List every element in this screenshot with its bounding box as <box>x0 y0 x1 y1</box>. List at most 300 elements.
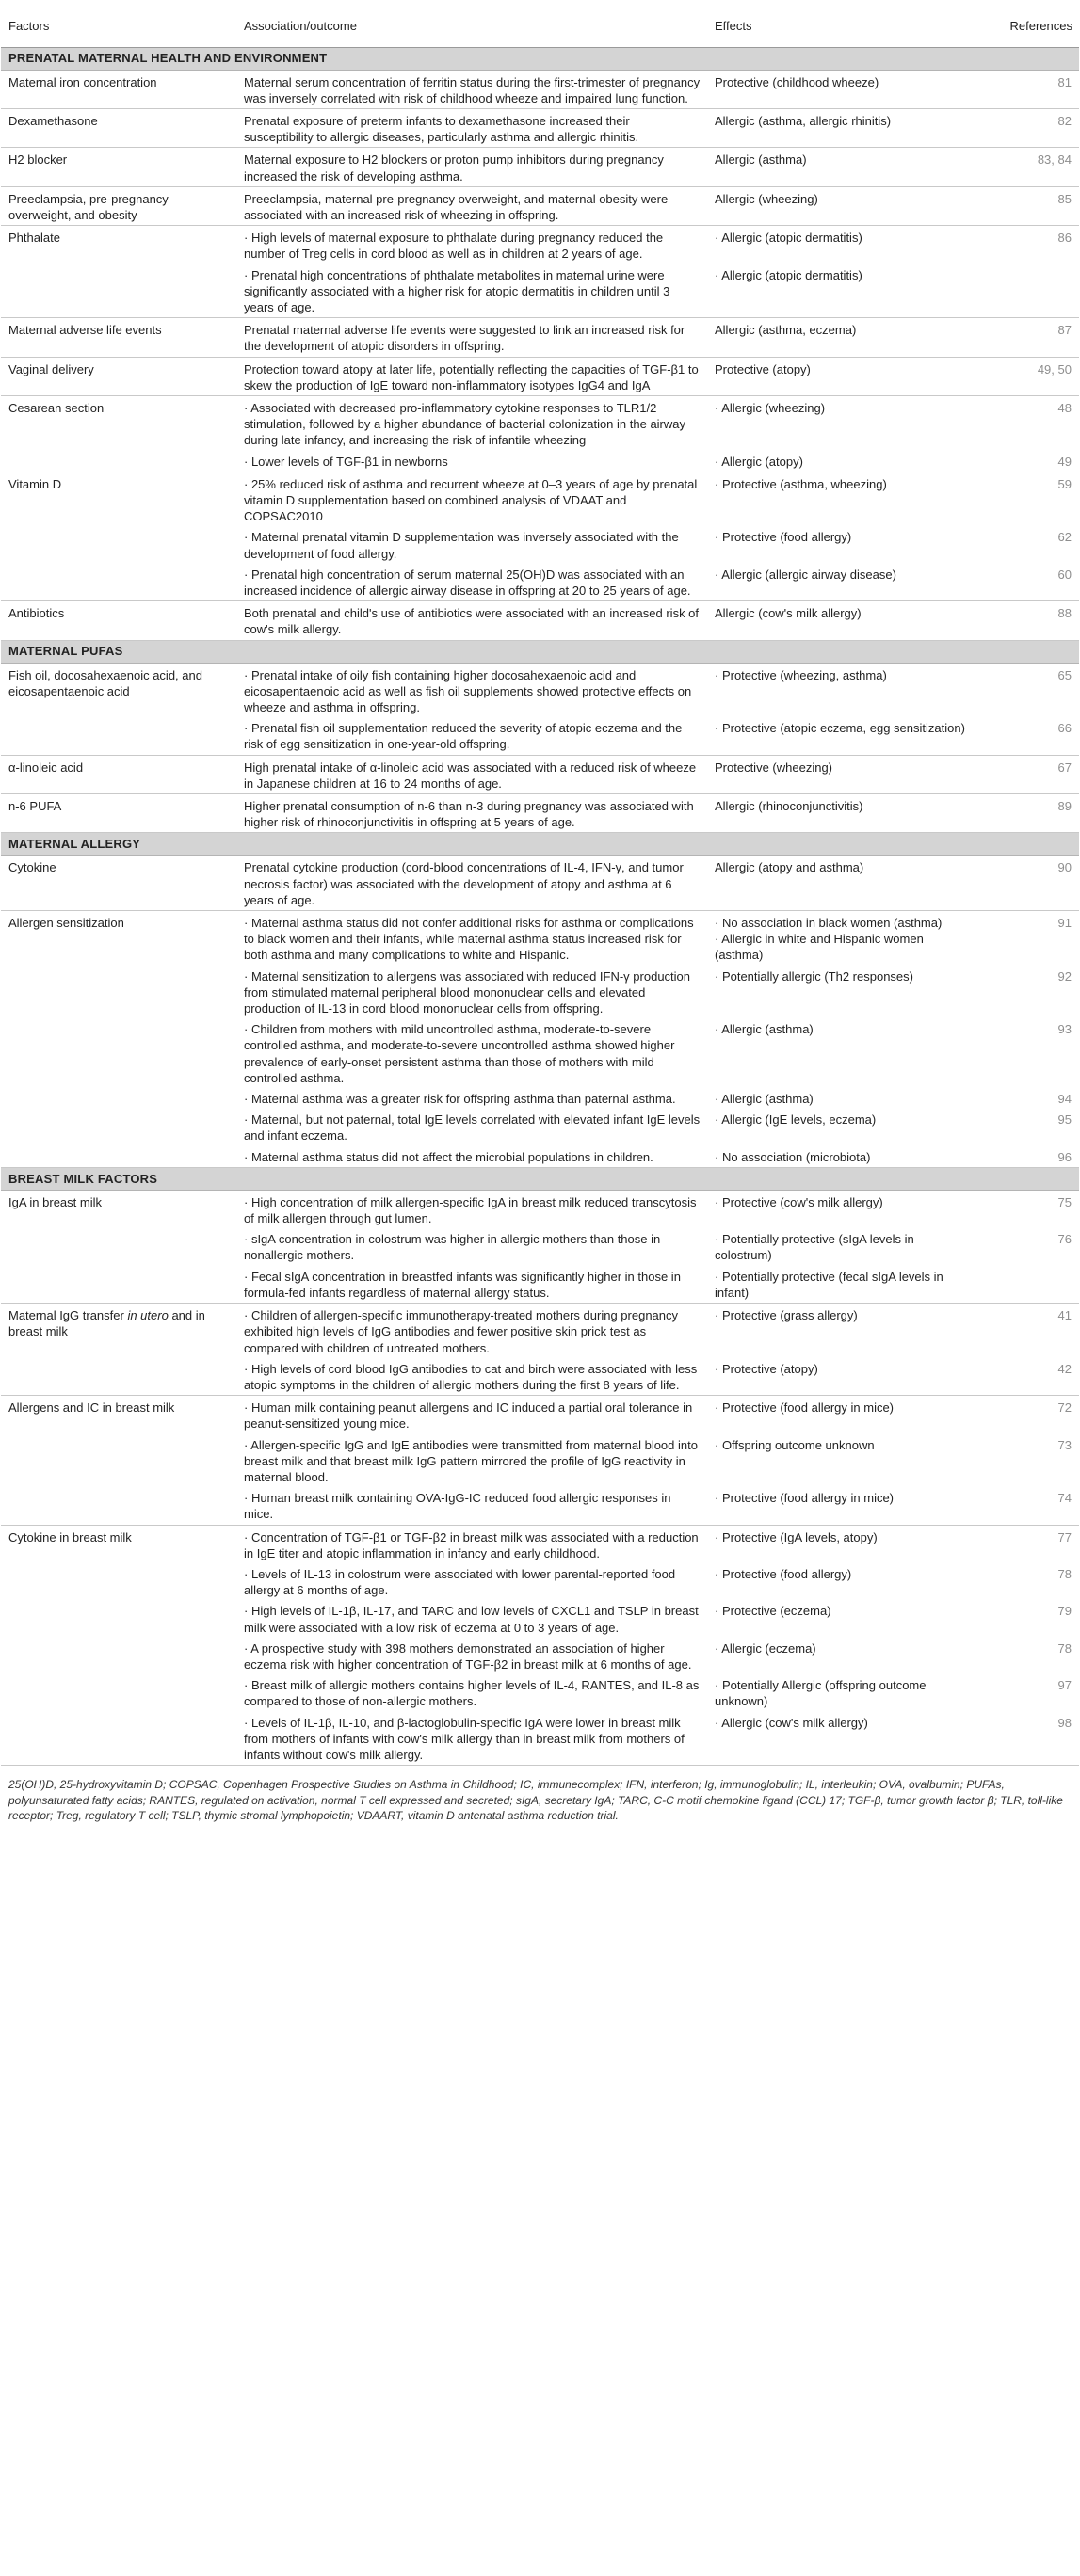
factor-cell: Allergens and IC in breast milk <box>1 1396 236 1525</box>
association-item: Prenatal cytokine production (cord-blood concentrations of IL-4, IFN-γ, and tumor necrosis factor) was associated with the development of atopy and asthma at 6 years of age. <box>244 860 684 907</box>
effect-line: · Protective (IgA levels, atopy) <box>715 1529 878 1544</box>
reference-number: 94 <box>1057 1092 1072 1107</box>
effect-line: · Protective (eczema) <box>715 1604 831 1619</box>
effect-line: · No association in black women (asthma) <box>715 916 943 931</box>
references-cell <box>973 357 1079 395</box>
factor-cell: Cytokine <box>1 856 236 911</box>
reference-number: 41 <box>1057 1308 1072 1323</box>
association-item: · Prenatal high concentrations of phthalate metabolites in maternal urine were significantly associated with a higher risk for atopic dermatitis in children until 3 years of age. <box>244 267 670 314</box>
reference-item <box>980 1361 1072 1393</box>
association-cell <box>236 1525 707 1766</box>
effect-line: · Allergic (atopic dermatitis) <box>715 267 862 282</box>
references-cell <box>973 395 1079 472</box>
association-cell <box>236 1190 707 1303</box>
effects-cell <box>707 357 973 395</box>
reference-number: 83 <box>1037 152 1052 168</box>
references-cell <box>973 226 1079 318</box>
reference-number: 98 <box>1057 1715 1072 1730</box>
reference-number: 49 <box>1057 454 1072 469</box>
table-row <box>1 755 1079 793</box>
effect-line: · Allergic (atopy) <box>715 454 803 469</box>
reference-item <box>980 567 1072 599</box>
effects-cell <box>707 318 973 357</box>
effect-item <box>715 605 966 637</box>
association-item: · Concentration of TGF-β1 or TGF-β2 in breast milk was associated with a reduction in IgE titer and atopic inflammation in infancy and early childhood. <box>244 1529 699 1560</box>
association-item: Protection toward atopy at later life, potentially reflecting the capacities of TGF-β1 to skew the production of IgE toward non-inflammatory isotypes IgG4 and IgA <box>244 361 699 392</box>
association-item: High prenatal intake of α-linoleic acid was associated with a reduced risk of wheeze in Japanese children at 16 to 24 months of age. <box>244 760 697 791</box>
reference-item <box>980 1307 1072 1356</box>
effect-item <box>715 1269 966 1301</box>
reference-number: 67 <box>1057 760 1072 775</box>
factor-cell: Vaginal delivery <box>1 357 236 395</box>
references-cell <box>973 1304 1079 1396</box>
effect-item <box>715 1231 966 1263</box>
association-item: · sIgA concentration in colostrum was higher in allergic mothers than those in nonallergic mothers. <box>244 1232 661 1263</box>
section-title: MATERNAL ALLERGY <box>1 833 1079 856</box>
references-cell <box>973 1396 1079 1525</box>
effect-line: · Protective (cow's milk allergy) <box>715 1194 883 1209</box>
reference-item <box>980 1640 1072 1672</box>
reference-number: 85 <box>1057 191 1072 206</box>
association-item: Higher prenatal consumption of n-6 than n-3 during pregnancy was associated with higher risk of rhinoconjunctivitis in offspring at 5 years of age. <box>244 799 694 830</box>
association-item: · Children from mothers with mild uncontrolled asthma, moderate-to-severe controlled asthma, and moderate-to-severe uncontrolled asthma showed higher prevalence of early-onset persistent asthma than those of mothers with mild controlled asthma. <box>244 1022 675 1085</box>
association-item: · Lower levels of TGF-β1 in newborns <box>244 454 448 469</box>
reference-number: 92 <box>1057 968 1072 984</box>
association-item: · Levels of IL-1β, IL-10, and β-lactoglobulin-specific IgA were lower in breast milk from mothers of infants with cow's milk allergy than in breast milk from mothers of infants without cow's milk allergy. <box>244 1715 685 1762</box>
reference-item <box>980 1269 1072 1301</box>
reference-number: 73 <box>1057 1437 1072 1452</box>
factor-cell: Maternal iron concentration <box>1 70 236 108</box>
effect-line: · Allergic in white and Hispanic women (asthma) <box>715 932 924 963</box>
effect-item <box>715 968 966 1017</box>
section-title: PRENATAL MATERNAL HEALTH AND ENVIRONMENT <box>1 47 1079 70</box>
association-cell <box>236 472 707 600</box>
section-header-row <box>1 640 1079 663</box>
effects-cell <box>707 1396 973 1525</box>
factor-cell: Preeclampsia, pre-pregnancy overweight, and obesity <box>1 186 236 225</box>
references-cell <box>973 755 1079 793</box>
effect-line: · Protective (food allergy in mice) <box>715 1491 895 1506</box>
references-cell <box>973 318 1079 357</box>
association-item: · Children of allergen-specific immunotherapy-treated mothers during pregnancy exhibited high levels of IgG antibodies and fewer positive skin prick test as compared with children of untreated mothers. <box>244 1308 679 1355</box>
factor-cell: Maternal IgG transfer in utero and in breast milk <box>1 1304 236 1396</box>
effects-cell <box>707 226 973 318</box>
reference-item <box>980 1677 1072 1709</box>
reference-item <box>980 191 1072 223</box>
effect-line: · Allergic (asthma) <box>715 1092 814 1107</box>
effect-line: · Potentially protective (sIgA levels in colostrum) <box>715 1232 914 1263</box>
factor-cell: Phthalate <box>1 226 236 318</box>
reference-item <box>980 720 1072 752</box>
effect-item <box>715 361 966 393</box>
effects-cell <box>707 70 973 108</box>
effect-item <box>715 1149 966 1165</box>
effect-item <box>715 1437 966 1486</box>
table-row <box>1 794 1079 833</box>
reference-number: 62 <box>1057 530 1072 545</box>
reference-item <box>980 74 1072 106</box>
factor-cell: Fish oil, docosahexaenoic acid, and eicosapentaenoic acid <box>1 663 236 755</box>
association-item: · Breast milk of allergic mothers contains higher levels of IL-4, RANTES, and IL-8 as compared to those of non-allergic mothers. <box>244 1678 700 1709</box>
association-item: · Prenatal intake of oily fish containing higher docosahexaenoic acid and eicosapentaenoic acid as well as fish oil supplements showed protective effects on wheeze and asthma in offspring. <box>244 667 692 714</box>
effect-item <box>715 1112 966 1144</box>
association-item: Both prenatal and child's use of antibiotics were associated with an increased risk of cow's milk allergy. <box>244 606 700 637</box>
association-item: · Levels of IL-13 in colostrum were associated with lower parental-reported food allergy at 6 months of age. <box>244 1566 676 1598</box>
reference-item <box>980 230 1072 262</box>
reference-item <box>980 915 1072 964</box>
reference-separator: , <box>1051 152 1058 168</box>
reference-number: 93 <box>1057 1022 1072 1037</box>
association-item: · 25% reduced risk of asthma and recurrent wheeze at 0–3 years of age by prenatal vitamin D supplementation based on combined analysis of VDAAT and COPSAC2010 <box>244 476 698 524</box>
effects-cell <box>707 794 973 833</box>
effect-item <box>715 267 966 316</box>
reference-item <box>980 1437 1072 1486</box>
effect-item <box>715 400 966 449</box>
effect-line: Allergic (asthma, eczema) <box>715 323 857 338</box>
reference-item <box>980 760 1072 792</box>
effect-line: Allergic (asthma, allergic rhinitis) <box>715 113 892 128</box>
association-item: Maternal exposure to H2 blockers or proton pump inhibitors during pregnancy increased the risk of developing asthma. <box>244 152 664 184</box>
reference-number: 59 <box>1057 476 1072 491</box>
table-row <box>1 148 1079 186</box>
effects-cell <box>707 148 973 186</box>
factor-cell: Cesarean section <box>1 395 236 472</box>
effect-item <box>715 74 966 106</box>
association-cell <box>236 856 707 911</box>
association-cell <box>236 601 707 640</box>
reference-item <box>980 605 1072 637</box>
references-cell <box>973 472 1079 600</box>
reference-item <box>980 1231 1072 1263</box>
reference-item <box>980 798 1072 830</box>
reference-number: 50 <box>1057 361 1072 376</box>
effect-line: Allergic (wheezing) <box>715 191 818 206</box>
effects-cell <box>707 1190 973 1303</box>
reference-item <box>980 1603 1072 1635</box>
effects-cell <box>707 856 973 911</box>
header-effects: Effects <box>707 6 973 47</box>
effects-cell <box>707 186 973 225</box>
table-row <box>1 1396 1079 1525</box>
reference-number: 77 <box>1057 1529 1072 1544</box>
association-item: · Maternal, but not paternal, total IgE levels correlated with elevated infant IgE levels and infant eczema. <box>244 1112 701 1144</box>
reference-item <box>980 113 1072 145</box>
reference-item <box>980 1490 1072 1522</box>
association-item: · A prospective study with 398 mothers demonstrated an association of higher eczema risk with higher concentration of TGF-β2 in breast milk at 6 months of age. <box>244 1640 692 1672</box>
effect-item <box>715 760 966 792</box>
factor-cell: Vitamin D <box>1 472 236 600</box>
effect-line: · Protective (food allergy) <box>715 530 852 545</box>
effect-line: · No association (microbiota) <box>715 1149 871 1164</box>
reference-number: 48 <box>1057 400 1072 415</box>
reference-separator: , <box>1051 361 1058 376</box>
factor-cell: Maternal adverse life events <box>1 318 236 357</box>
association-item: · Prenatal high concentration of serum maternal 25(OH)D was associated with an increased incidence of allergic airway disease in offspring at 20 to 25 years of age. <box>244 567 691 598</box>
effect-item <box>715 1307 966 1356</box>
effects-cell <box>707 472 973 600</box>
table-row <box>1 1190 1079 1303</box>
table-row <box>1 108 1079 147</box>
references-cell <box>973 663 1079 755</box>
effect-item <box>715 230 966 262</box>
association-cell <box>236 911 707 1168</box>
effect-line: · Allergic (allergic airway disease) <box>715 567 896 582</box>
reference-number: 66 <box>1057 721 1072 736</box>
effect-line: Protective (atopy) <box>715 361 811 376</box>
effect-item <box>715 322 966 354</box>
effects-cell <box>707 663 973 755</box>
reference-item <box>980 1194 1072 1226</box>
table-row <box>1 357 1079 395</box>
factor-cell: n-6 PUFA <box>1 794 236 833</box>
section-title: BREAST MILK FACTORS <box>1 1167 1079 1190</box>
effects-cell <box>707 911 973 1168</box>
reference-item <box>980 1112 1072 1144</box>
reference-number: 91 <box>1057 916 1072 931</box>
table-row <box>1 472 1079 600</box>
effect-line: · Protective (food allergy) <box>715 1566 852 1581</box>
reference-number: 81 <box>1057 74 1072 89</box>
reference-number: 79 <box>1057 1604 1072 1619</box>
association-cell <box>236 108 707 147</box>
factor-cell: Allergen sensitization <box>1 911 236 1168</box>
effect-line: · Allergic (eczema) <box>715 1640 816 1656</box>
references-cell <box>973 794 1079 833</box>
effect-item <box>715 1490 966 1522</box>
header-association: Association/outcome <box>236 6 707 47</box>
effects-cell <box>707 1304 973 1396</box>
association-item: · Human breast milk containing OVA-IgG-IC reduced food allergic responses in mice. <box>244 1491 671 1522</box>
factor-cell: Cytokine in breast milk <box>1 1525 236 1766</box>
association-cell <box>236 226 707 318</box>
reference-item <box>980 152 1072 184</box>
effects-cell <box>707 108 973 147</box>
effect-line: · Allergic (IgE levels, eczema) <box>715 1112 877 1128</box>
references-cell <box>973 1190 1079 1303</box>
reference-item <box>980 1400 1072 1432</box>
table-row <box>1 856 1079 911</box>
association-item: · Maternal prenatal vitamin D supplementation was inversely associated with the development of food allergy. <box>244 530 679 561</box>
section-title: MATERNAL PUFAS <box>1 640 1079 663</box>
association-item: · High levels of cord blood IgG antibodies to cat and birch were associated with less atopic symptoms in the children of allergic mothers during the first 8 years of life. <box>244 1361 698 1392</box>
factor-cell: α-linoleic acid <box>1 755 236 793</box>
reference-item <box>980 1566 1072 1598</box>
reference-number: 65 <box>1057 667 1072 682</box>
association-cell <box>236 1304 707 1396</box>
table-row <box>1 1304 1079 1396</box>
effect-item <box>715 1091 966 1107</box>
association-item: Preeclampsia, maternal pre-pregnancy overweight, and maternal obesity were associated with an increased risk of wheezing in offspring. <box>244 191 669 222</box>
reference-number: 97 <box>1057 1678 1072 1693</box>
association-item: Maternal serum concentration of ferritin status during the first-trimester of pregnancy was inversely correlated with risk of childhood wheeze and impaired lung function. <box>244 74 701 105</box>
effect-item <box>715 1603 966 1635</box>
reference-number: 89 <box>1057 799 1072 814</box>
association-item: · High concentration of milk allergen-specific IgA in breast milk reduced transcytosis of milk allergen through gut lumen. <box>244 1194 697 1226</box>
effect-item <box>715 152 966 184</box>
reference-number: 87 <box>1057 323 1072 338</box>
effect-item <box>715 1021 966 1086</box>
table-row <box>1 226 1079 318</box>
factor-cell: Antibiotics <box>1 601 236 640</box>
association-cell <box>236 755 707 793</box>
effect-item <box>715 859 966 908</box>
reference-number: 82 <box>1057 113 1072 128</box>
effects-cell <box>707 1525 973 1766</box>
reference-number: 84 <box>1057 152 1072 168</box>
reference-number: 60 <box>1057 567 1072 582</box>
references-cell <box>973 186 1079 225</box>
effect-item <box>715 476 966 525</box>
effect-line: Allergic (atopy and asthma) <box>715 860 864 875</box>
reference-item <box>980 1091 1072 1107</box>
effect-line: · Protective (atopy) <box>715 1361 818 1376</box>
table-row <box>1 395 1079 472</box>
effect-line: Allergic (rhinoconjunctivitis) <box>715 799 863 814</box>
table-footnote: 25(OH)D, 25-hydroxyvitamin D; COPSAC, Copenhagen Prospective Studies on Asthma in Childhood; IC, immunecomplex; IFN, interferon; Ig, immunoglobulin; IL, interleukin; OVA, ovalbumin; PUFAs, polyunsaturated fatty acids; RANTES, regulated on activation, normal T cell expressed and secreted; sIgA, secretary IgA; TARC, C-C motif chemokine ligand (CCL) 17; TGF-β, tumor growth factor β; TLR, toll-like receptor; Treg, regulatory T cell; TSLP, thymic stromal lymphopoietin; VDAART, vitamin D antenatal asthma reduction trial. <box>8 1778 1063 1823</box>
reference-number: 96 <box>1057 1149 1072 1164</box>
table-row <box>1 663 1079 755</box>
table-body <box>1 47 1079 1766</box>
reference-item <box>980 1149 1072 1165</box>
association-item: · Fecal sIgA concentration in breastfed infants was significantly higher in those in formula-fed infants regardless of maternal allergy status. <box>244 1269 681 1300</box>
reference-number: 74 <box>1057 1491 1072 1506</box>
reference-item <box>980 476 1072 525</box>
effect-line: Protective (childhood wheeze) <box>715 74 879 89</box>
reference-item <box>980 859 1072 908</box>
reference-item <box>980 1529 1072 1561</box>
reference-number: 78 <box>1057 1566 1072 1581</box>
effect-item <box>715 1400 966 1432</box>
reference-number: 76 <box>1057 1232 1072 1247</box>
factor-cell: H2 blocker <box>1 148 236 186</box>
reference-number: 88 <box>1057 606 1072 621</box>
association-item: · Maternal sensitization to allergens was associated with reduced IFN-γ production from stimulated maternal peripheral blood mononuclear cells and elevated production of IL-13 in cord blood mononuclear cells from offspring. <box>244 968 691 1016</box>
table-header <box>1 6 1079 47</box>
association-item: · Human milk containing peanut allergens and IC induced a partial oral tolerance in peanut-sensitized young mice. <box>244 1400 693 1432</box>
effect-item <box>715 1361 966 1393</box>
reference-item <box>980 1021 1072 1086</box>
association-cell <box>236 794 707 833</box>
effect-line: · Protective (atopic eczema, egg sensitization) <box>715 721 965 736</box>
effect-item <box>715 567 966 599</box>
effect-line: · Offspring outcome unknown <box>715 1437 875 1452</box>
association-item: · Maternal asthma was a greater risk for offspring asthma than paternal asthma. <box>244 1092 676 1107</box>
effect-line: · Protective (food allergy in mice) <box>715 1400 895 1416</box>
reference-item <box>980 361 1072 393</box>
references-cell <box>973 148 1079 186</box>
association-cell <box>236 70 707 108</box>
effect-item <box>715 529 966 561</box>
section-header-row <box>1 1167 1079 1190</box>
association-item: · Allergen-specific IgG and IgE antibodies were transmitted from maternal blood into breast milk and that breast milk IgG pattern mirrored the profile of IgG reactivity in maternal blood. <box>244 1437 698 1484</box>
table-row <box>1 601 1079 640</box>
effect-item <box>715 191 966 223</box>
effects-cell <box>707 395 973 472</box>
effect-line: · Protective (grass allergy) <box>715 1308 858 1323</box>
effect-line: · Allergic (cow's milk allergy) <box>715 1715 868 1730</box>
association-item: · Prenatal fish oil supplementation reduced the severity of atopic eczema and the risk of egg sensitization in one-year-old offspring. <box>244 721 683 752</box>
association-item: · Maternal asthma status did not confer additional risks for asthma or complications to black women and their infants, while maternal asthma status increased risk for both asthma and many complications to white and Hispanic. <box>244 916 694 963</box>
effect-item <box>715 1715 966 1764</box>
association-cell <box>236 357 707 395</box>
effect-item <box>715 1677 966 1709</box>
effect-item <box>715 720 966 752</box>
references-cell <box>973 856 1079 911</box>
section-header-row <box>1 47 1079 70</box>
effect-item <box>715 667 966 716</box>
reference-number: 90 <box>1057 860 1072 875</box>
reference-number: 95 <box>1057 1112 1072 1128</box>
association-cell <box>236 395 707 472</box>
header-factors: Factors <box>1 6 236 47</box>
effect-item <box>715 1566 966 1598</box>
reference-item <box>980 968 1072 1017</box>
header-references: References <box>973 6 1079 47</box>
data-table <box>1 6 1079 1766</box>
effect-line: · Potentially allergic (Th2 responses) <box>715 968 913 984</box>
effect-item <box>715 113 966 145</box>
reference-item <box>980 322 1072 354</box>
association-item: Prenatal maternal adverse life events were suggested to link an increased risk for the development of atopic disorders in offspring. <box>244 323 685 354</box>
effect-item <box>715 915 966 964</box>
association-cell <box>236 186 707 225</box>
effect-item <box>715 1640 966 1672</box>
effects-cell <box>707 601 973 640</box>
reference-number: 75 <box>1057 1194 1072 1209</box>
effect-line: · Protective (asthma, wheezing) <box>715 476 887 491</box>
factor-emphasis: in utero <box>127 1308 169 1323</box>
association-item: · High levels of maternal exposure to phthalate during pregnancy reduced the number of Treg cells in cord blood as well as in children at 2 years of age. <box>244 231 664 262</box>
reference-item <box>980 1715 1072 1764</box>
references-cell <box>973 70 1079 108</box>
effect-item <box>715 1529 966 1561</box>
reference-number: 72 <box>1057 1400 1072 1416</box>
effects-cell <box>707 755 973 793</box>
effect-line: · Protective (wheezing, asthma) <box>715 667 887 682</box>
association-item: · Maternal asthma status did not affect the microbial populations in children. <box>244 1149 653 1164</box>
association-cell <box>236 663 707 755</box>
section-header-row <box>1 833 1079 856</box>
reference-number: 86 <box>1057 231 1072 246</box>
effect-line: · Potentially Allergic (offspring outcome unknown) <box>715 1678 927 1709</box>
reference-number: 42 <box>1057 1361 1072 1376</box>
reference-number: 78 <box>1057 1640 1072 1656</box>
reference-number: 49 <box>1037 361 1052 376</box>
references-cell <box>973 601 1079 640</box>
factor-cell: Dexamethasone <box>1 108 236 147</box>
effect-line: Allergic (asthma) <box>715 152 807 168</box>
factor-cell: IgA in breast milk <box>1 1190 236 1303</box>
table-row <box>1 1525 1079 1766</box>
effect-line: · Allergic (asthma) <box>715 1022 814 1037</box>
effect-line: · Potentially protective (fecal sIgA levels in infant) <box>715 1269 943 1300</box>
association-cell <box>236 1396 707 1525</box>
effect-line: Protective (wheezing) <box>715 760 832 775</box>
association-item: Prenatal exposure of preterm infants to dexamethasone increased their susceptibility to allergic diseases, particularly asthma and allergic rhinitis. <box>244 113 639 145</box>
reference-item <box>980 529 1072 561</box>
reference-item <box>980 267 1072 316</box>
references-cell <box>973 108 1079 147</box>
association-cell <box>236 148 707 186</box>
effect-line: · Allergic (atopic dermatitis) <box>715 231 862 246</box>
effect-item <box>715 798 966 830</box>
reference-item <box>980 400 1072 449</box>
effect-line: · Allergic (wheezing) <box>715 400 826 415</box>
effect-item <box>715 454 966 470</box>
association-item: · High levels of IL-1β, IL-17, and TARC and low levels of CXCL1 and TSLP in breast milk were associated with a low risk of eczema at 0 to 3 years of age. <box>244 1604 699 1635</box>
table-row <box>1 911 1079 1168</box>
table-row <box>1 70 1079 108</box>
